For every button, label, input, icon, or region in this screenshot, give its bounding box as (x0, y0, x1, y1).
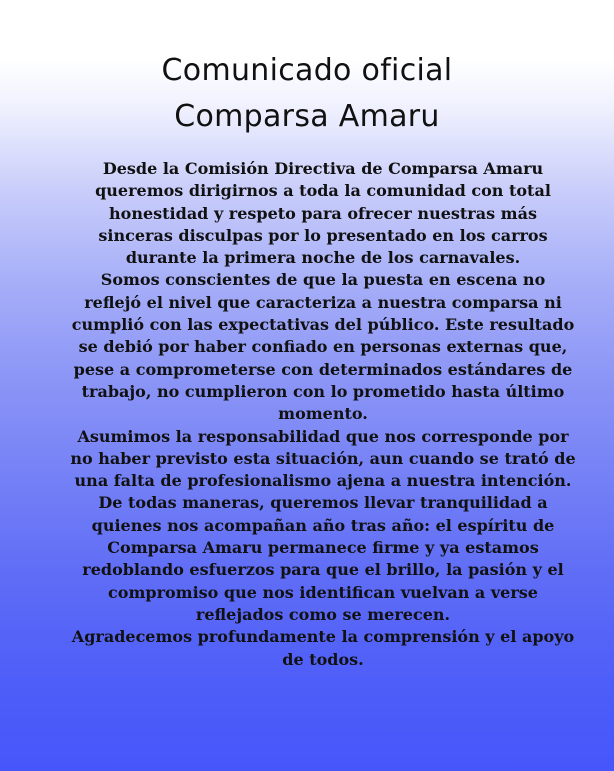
announcement-body (70, 158, 576, 671)
paragraph-explanation: Somos conscientes de que la puesta en escena no reflejó el nivel que caracteriza a nuestra comparsa ni cumplió con las expectativas del público. Este resultado se debió por haber confiado en personas externas que, pese a comprometerse con determinados estándares de trabajo, no cumplieron con lo prometido hasta último momento. (71, 270, 575, 424)
title-line-1: Comunicado oficial (161, 53, 453, 88)
paragraph-apology: Desde la Comisión Directiva de Comparsa Amaru queremos dirigirnos a toda la comunidad con total honestidad y respeto para ofrecer nuestras más sinceras disculpas por lo presentado en los carros durante la primera noche de los carnavales. (95, 159, 551, 268)
paragraph-responsibility: Asumimos la responsabilidad que nos corresponde por no haber previsto esta situación, aun cuando se trató de una falta de profesionalismo ajena a nuestra intención. De todas maneras, queremos llevar tranquilidad a quienes nos acompañan año tras año: el espíritu de Comparsa Amaru permanece firme y ya estamos redoblando esfuerzos para que el brillo, la pasión y el compromiso que nos identifican vuelvan a verse reflejados como se merecen. (70, 426, 576, 624)
paragraph-thanks: Agradecemos profundamente la comprensión y el apoyo de todos. (71, 627, 575, 669)
title-line-2: Comparsa Amaru (174, 99, 440, 134)
announcement-title (0, 48, 614, 140)
